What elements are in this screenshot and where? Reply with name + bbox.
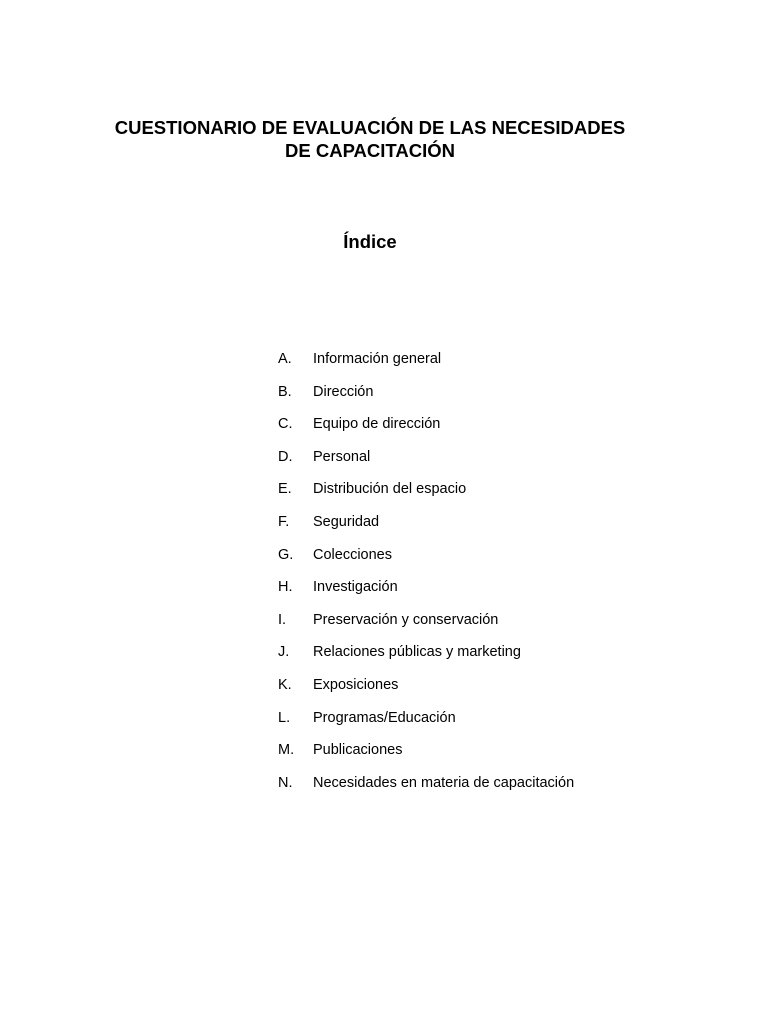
toc-label: Distribución del espacio	[313, 481, 467, 498]
toc-letter: E.	[278, 481, 292, 498]
toc-item-f	[278, 511, 574, 544]
toc-letter: D.	[278, 448, 293, 465]
toc-item-k	[278, 674, 574, 707]
toc-label: Relaciones públicas y marketing	[313, 644, 521, 661]
toc-letter: N.	[278, 774, 293, 791]
document-title-line-2: DE CAPACITACIÓN	[285, 140, 455, 161]
toc-letter: F.	[278, 513, 290, 530]
toc-label: Exposiciones	[313, 676, 399, 693]
toc-letter: H.	[278, 579, 293, 596]
toc-item-j	[278, 641, 574, 674]
toc-letter: M.	[278, 742, 295, 759]
toc-item-b	[278, 381, 574, 414]
toc-item-g	[278, 544, 574, 577]
toc-label: Equipo de dirección	[313, 416, 441, 433]
toc-label: Publicaciones	[313, 742, 403, 759]
toc-label: Seguridad	[313, 513, 380, 530]
toc-label: Información general	[313, 351, 442, 367]
toc-item-m	[278, 739, 574, 772]
toc-label: Investigación	[313, 579, 398, 596]
toc-item-i	[278, 609, 574, 642]
toc-item-d	[278, 446, 574, 479]
index-heading: Índice	[343, 231, 397, 252]
toc-letter: A.	[278, 351, 292, 367]
toc-letter: B.	[278, 383, 292, 400]
toc-letter: L.	[278, 709, 291, 726]
toc-letter: I.	[278, 611, 287, 628]
toc-letter: J.	[278, 644, 290, 661]
toc-item-h	[278, 576, 574, 609]
toc-label: Programas/Educación	[313, 709, 456, 726]
toc-item-l	[278, 707, 574, 740]
toc-label: Dirección	[313, 383, 374, 400]
toc-item-e	[278, 478, 574, 511]
toc-item-n	[278, 772, 574, 805]
toc-item-a	[278, 348, 574, 381]
toc-letter: K.	[278, 676, 292, 693]
document-title	[0, 116, 740, 162]
table-of-contents	[278, 348, 574, 804]
toc-letter: G.	[278, 546, 294, 563]
toc-item-c	[278, 413, 574, 446]
toc-label: Preservación y conservación	[313, 611, 499, 628]
toc-label: Colecciones	[313, 546, 392, 563]
toc-label: Personal	[313, 448, 371, 465]
toc-label: Necesidades en materia de capacitación	[313, 774, 575, 791]
toc-letter: C.	[278, 416, 293, 433]
document-title-line-1: CUESTIONARIO DE EVALUACIÓN DE LAS NECESIDADES	[114, 117, 626, 138]
